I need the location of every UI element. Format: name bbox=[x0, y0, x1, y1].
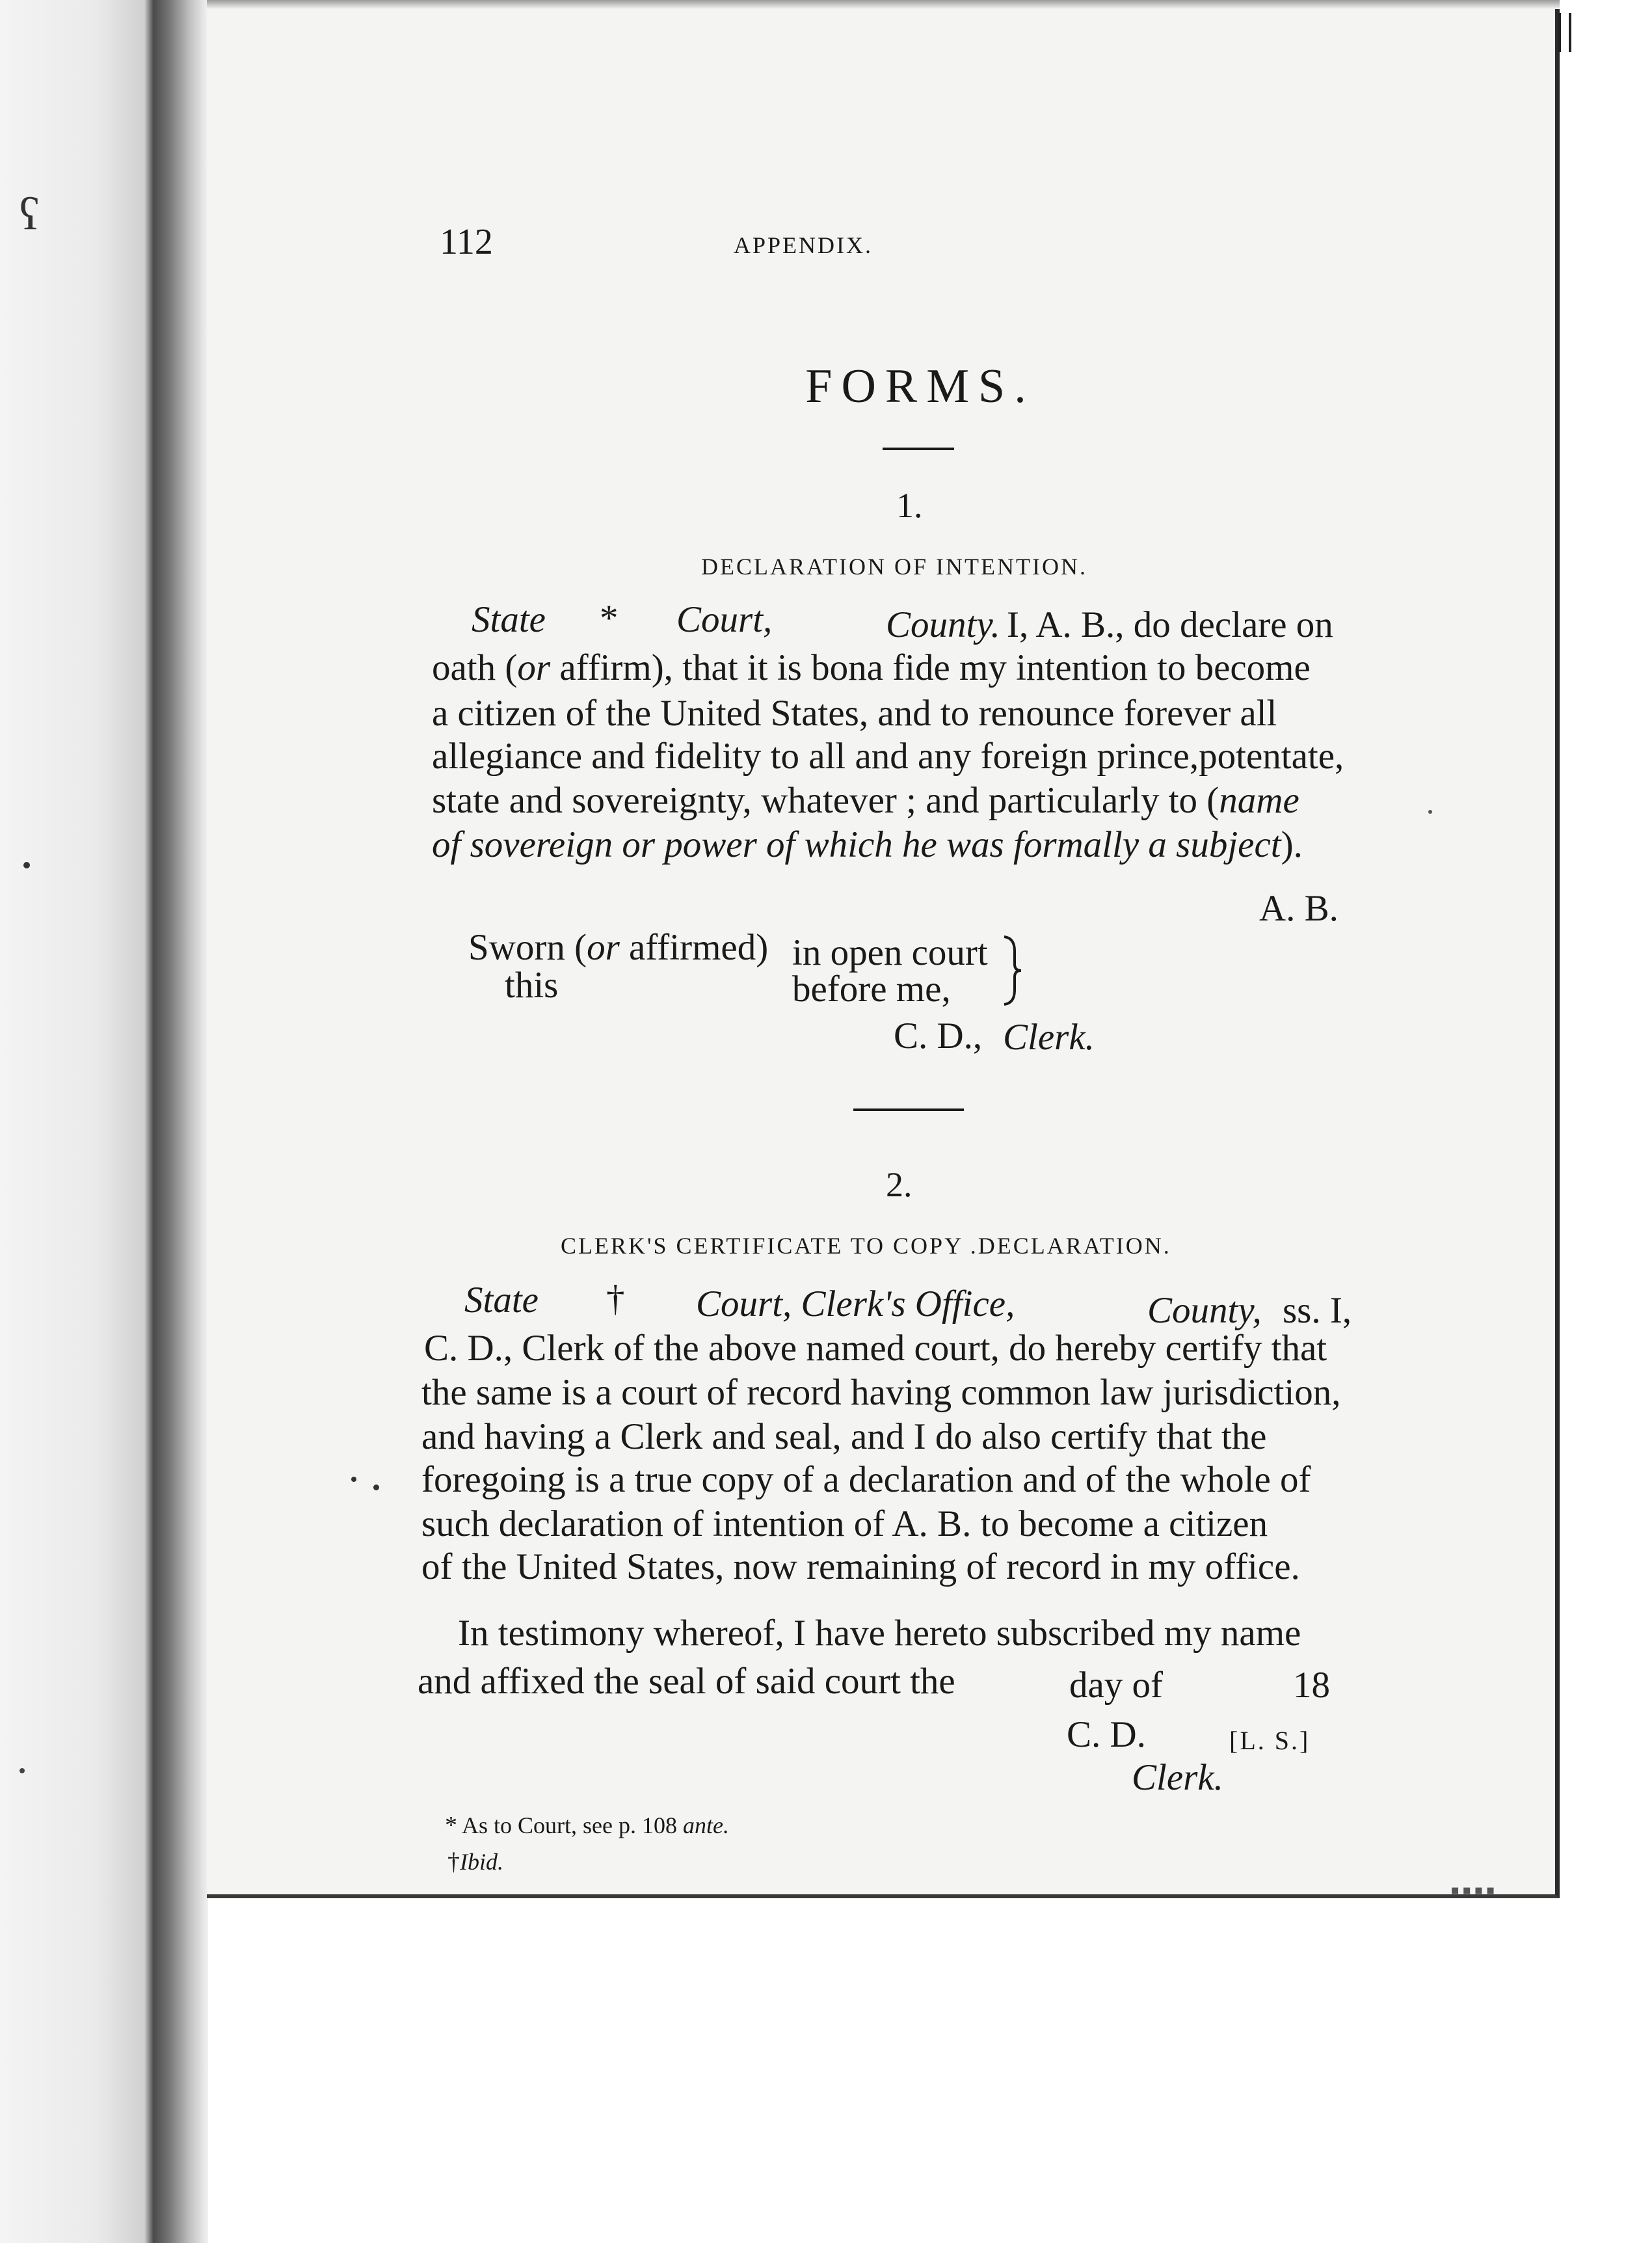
state-blank: State bbox=[472, 599, 546, 640]
form-2-line-7: of the United States, now remaining of record in my office. bbox=[421, 1546, 1300, 1587]
state-blank: State bbox=[464, 1280, 539, 1321]
footnote-ref-dagger: † bbox=[606, 1278, 625, 1319]
county-blank: County, bbox=[1147, 1290, 1262, 1331]
margin-speck bbox=[351, 1477, 356, 1482]
margin-speck bbox=[1428, 810, 1432, 814]
margin-scan-mark: ʕ bbox=[20, 189, 40, 239]
court-blank: Court, bbox=[676, 599, 773, 640]
margin-speck bbox=[20, 1768, 25, 1773]
form-1-line-6: of sovereign or power of which he was formally a subject). bbox=[432, 824, 1303, 865]
jurat-before-me: before me, bbox=[792, 969, 951, 1010]
scan-left-edge bbox=[0, 0, 208, 2243]
court-office-blank: Court, Clerk's Office, bbox=[696, 1283, 1015, 1324]
jurat-sworn: Sworn (or affirmed) bbox=[468, 927, 769, 968]
form-2-line-1: ss. I, bbox=[1283, 1290, 1352, 1331]
form-1-signature: A. B. bbox=[1259, 888, 1339, 929]
form-2-heading: CLERK'S CERTIFICATE TO COPY .DECLARATION. bbox=[561, 1233, 1171, 1259]
jurat-open-court: in open court bbox=[792, 932, 988, 973]
title-rule bbox=[883, 448, 954, 450]
form-2-line-6: such declaration of intention of A. B. to become a citizen bbox=[421, 1503, 1268, 1544]
testimony-year: 18 bbox=[1293, 1665, 1330, 1706]
testimony-day-of: day of bbox=[1069, 1665, 1164, 1706]
jurat-brace bbox=[1002, 934, 1028, 1007]
form-2-signature: C. D. bbox=[1067, 1714, 1146, 1755]
running-head: APPENDIX. bbox=[733, 232, 873, 258]
form-2-clerk-title: Clerk. bbox=[1132, 1757, 1223, 1798]
page-number: 112 bbox=[440, 222, 493, 262]
margin-speck bbox=[373, 1484, 379, 1490]
form-1-line-3: a citizen of the United States, and to renounce forever all bbox=[432, 693, 1277, 734]
form-1-line-2: oath (or affirm), that it is bona fide my intention to become bbox=[432, 647, 1311, 688]
form-1-line-5: state and sovereignty, whatever ; and particularly to (name bbox=[432, 780, 1299, 821]
form-1-number: 1. bbox=[896, 486, 923, 525]
form-1-heading: DECLARATION OF INTENTION. bbox=[701, 554, 1087, 580]
jurat-clerk-name: C. D., bbox=[894, 1015, 983, 1056]
seal-mark: [L. S.] bbox=[1229, 1726, 1311, 1755]
footnote-ref-star: * bbox=[600, 598, 619, 639]
form-1-line-1: I, A. B., do declare on bbox=[1007, 604, 1333, 645]
page-bottom-marks: ▪▪▪▪ bbox=[1450, 1875, 1498, 1905]
testimony-line-2: and affixed the seal of said court the bbox=[418, 1661, 955, 1702]
footnote-star: * As to Court, see p. 108 ante. bbox=[445, 1812, 729, 1839]
form-2-line-5: foregoing is a true copy of a declaration and of the whole of bbox=[421, 1459, 1311, 1500]
jurat-clerk-title: Clerk. bbox=[1003, 1017, 1095, 1058]
jurat-this: this bbox=[505, 965, 559, 1006]
footnote-dagger: †Ibid. bbox=[447, 1848, 503, 1875]
form-1-line-4: allegiance and fidelity to all and any foreign prince,potentate, bbox=[432, 736, 1344, 777]
form-2-line-2: C. D., Clerk of the above named court, do hereby certify that bbox=[424, 1328, 1327, 1369]
page-top-edge bbox=[207, 0, 1560, 9]
form-2-line-4: and having a Clerk and seal, and I do also certify that the bbox=[421, 1416, 1267, 1457]
scan-right-margin bbox=[1560, 0, 1652, 2243]
form-2-line-3: the same is a court of record having common law jurisdiction, bbox=[421, 1372, 1341, 1413]
testimony-line-1: In testimony whereof, I have hereto subscribed my name bbox=[458, 1613, 1301, 1654]
section-rule bbox=[853, 1108, 964, 1111]
form-2-number: 2. bbox=[886, 1165, 913, 1204]
county-blank: County. bbox=[886, 604, 1000, 645]
page-edge-mark bbox=[1558, 13, 1571, 52]
page-title: FORMS. bbox=[805, 360, 1035, 413]
margin-speck bbox=[23, 862, 30, 868]
